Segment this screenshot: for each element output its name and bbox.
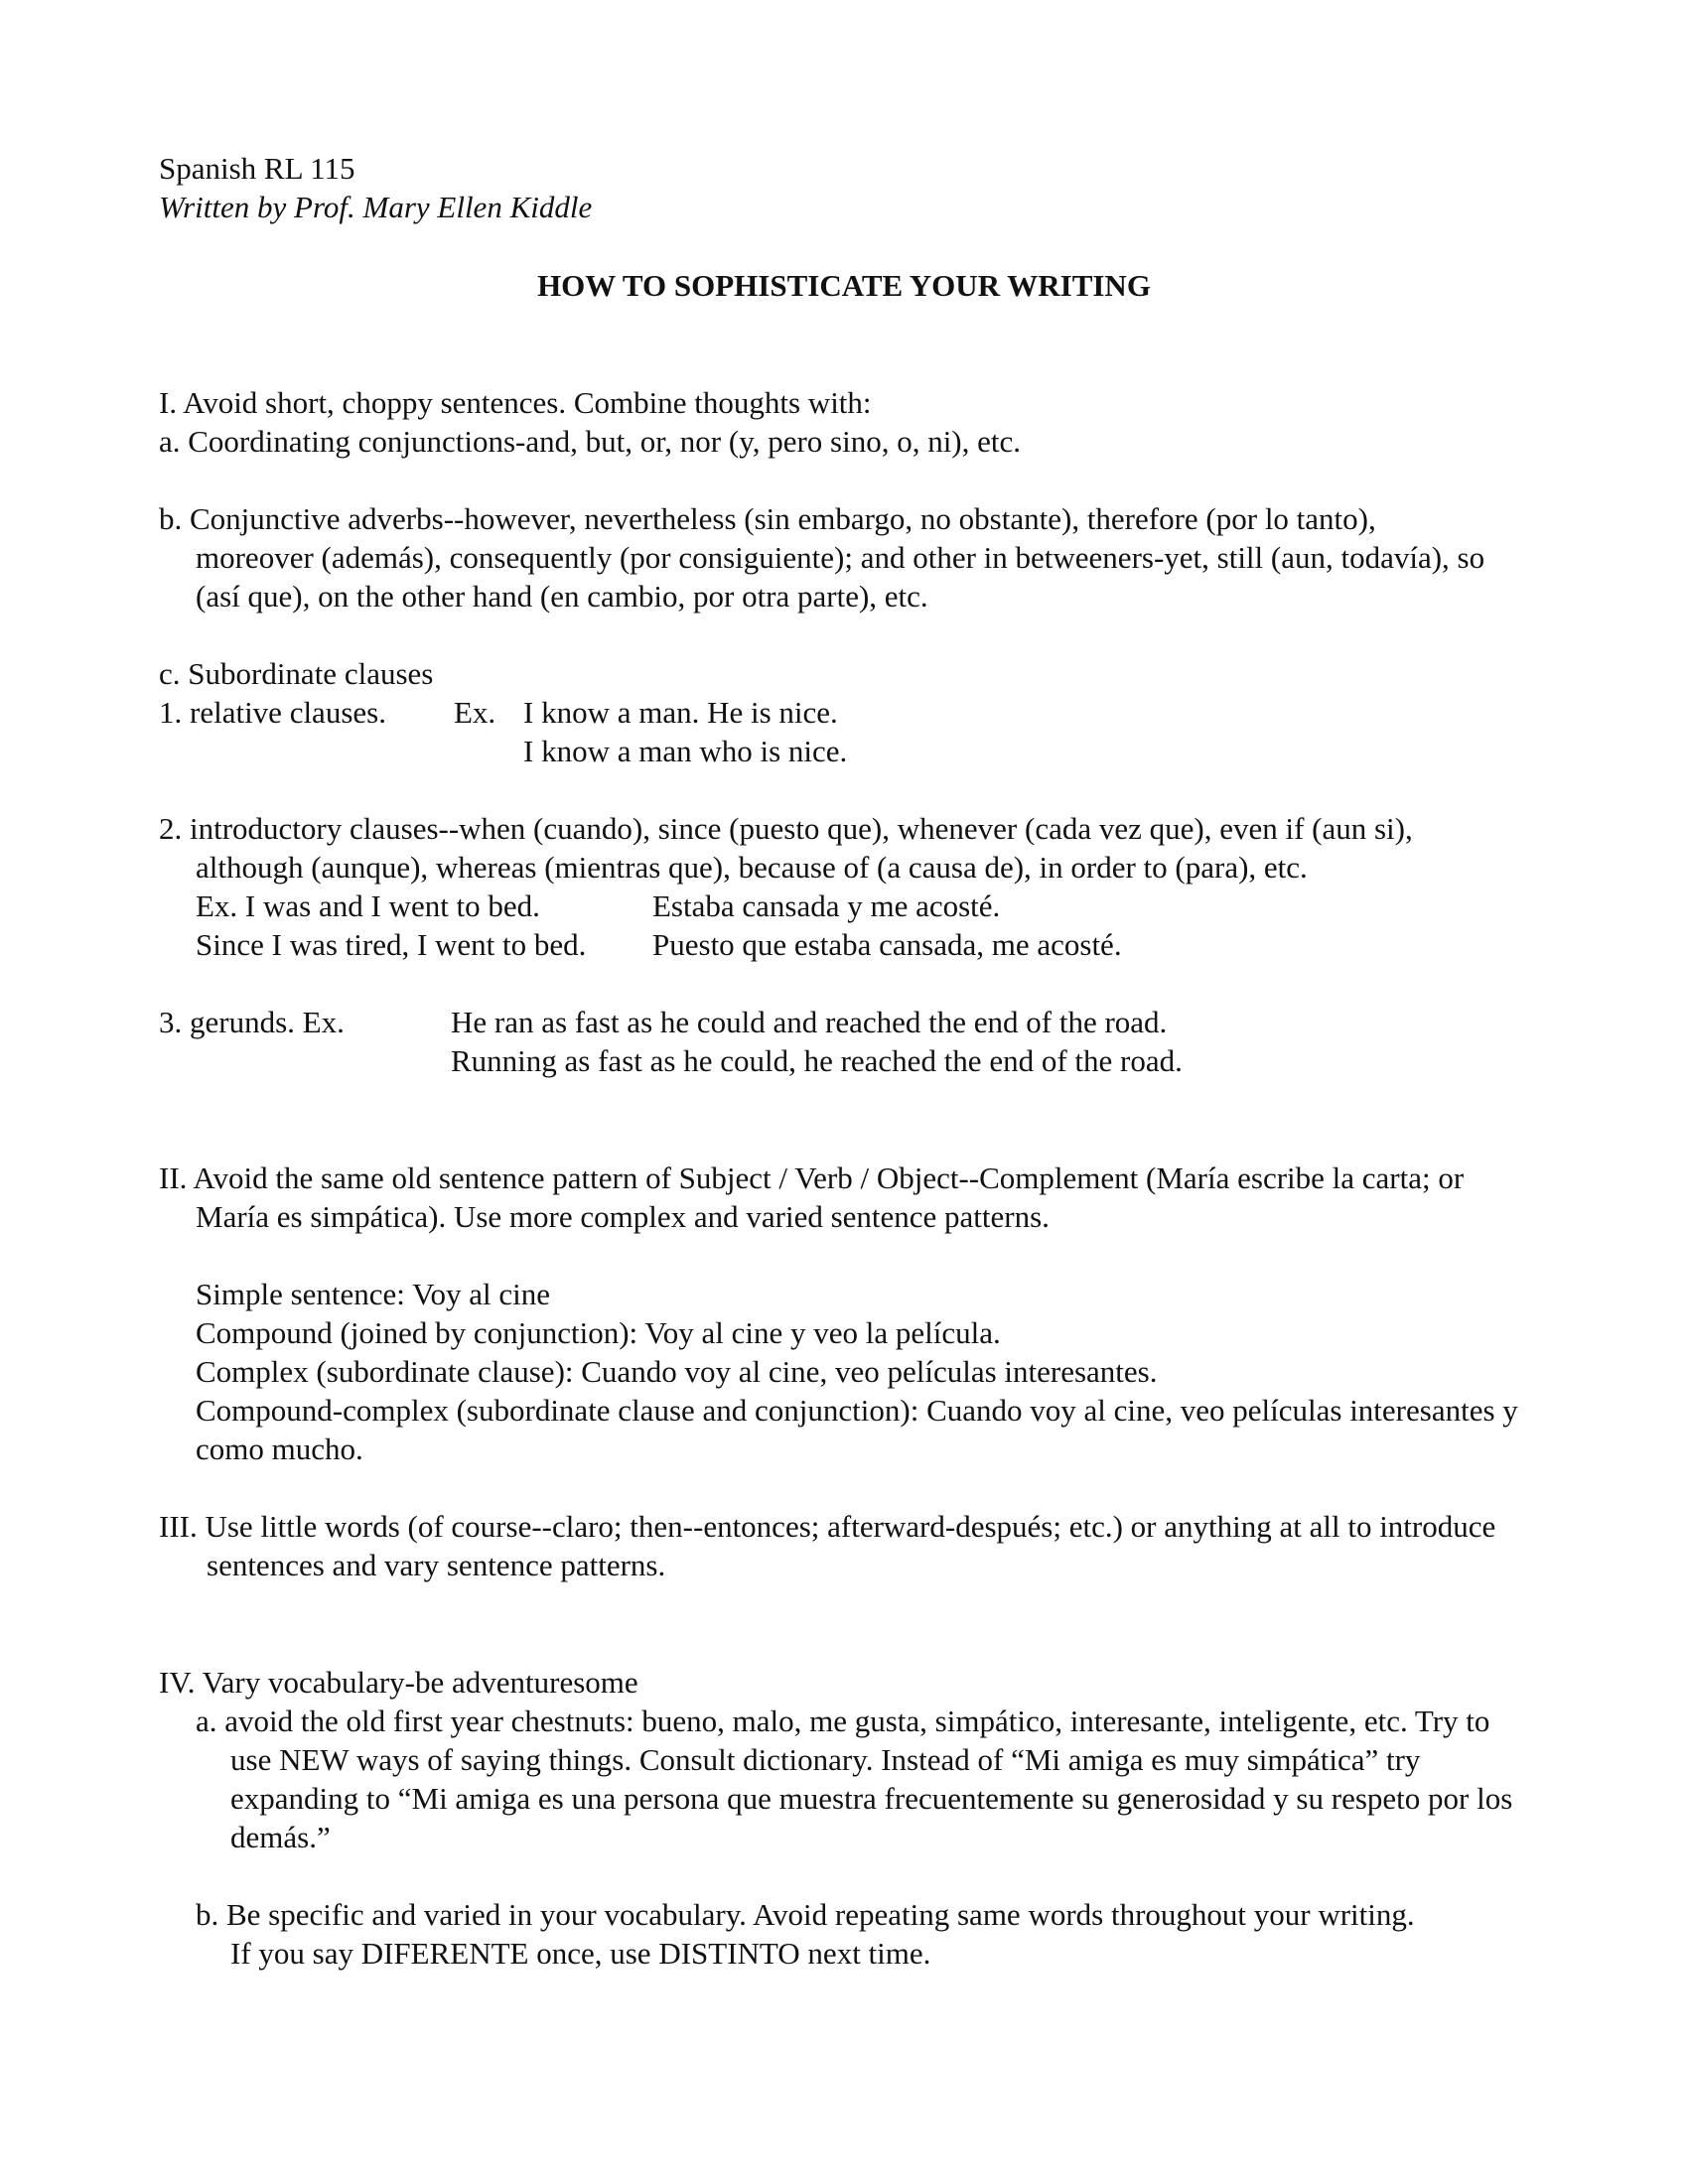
relative-clauses-label: 1. relative clauses.	[159, 695, 386, 730]
example-spanish: Estaba cansada y me acosté.	[652, 888, 1001, 923]
section-1b-line: (así que), on the other hand (en cambio, por otra parte), etc.	[196, 579, 928, 614]
section-1c-heading: c. Subordinate clauses	[159, 656, 434, 691]
section-4a-line: demás.”	[230, 1820, 331, 1854]
sentence-pattern-example: como mucho.	[196, 1432, 363, 1466]
section-3-line: sentences and vary sentence patterns.	[207, 1548, 666, 1582]
section-4a-line: use NEW ways of saying things. Consult dictionary. Instead of “Mi amiga es muy simpática” try	[230, 1742, 1421, 1777]
section-2-line: II. Avoid the same old sentence pattern of Subject / Verb / Object--Complement (María escribe la carta; or	[159, 1160, 1465, 1195]
example-english: Ex. I was and I went to bed.	[196, 888, 540, 923]
introductory-clauses-line: although (aunque), whereas (mientras que), because of (a causa de), in order to (para), etc.	[196, 850, 1308, 885]
section-1b-line: b. Conjunctive adverbs--however, nevertheless (sin embargo, no obstante), therefore (por lo tanto),	[159, 501, 1376, 536]
section-4b-line: b. Be specific and varied in your vocabulary. Avoid repeating same words throughout your writing.	[196, 1897, 1415, 1932]
example-sentence: He ran as fast as he could and reached the end of the road.	[451, 1005, 1168, 1039]
section-4-heading: IV. Vary vocabulary-be adventuresome	[159, 1665, 638, 1700]
gerunds-label: 3. gerunds. Ex.	[159, 1005, 345, 1039]
example-sentence: I know a man who is nice.	[523, 734, 848, 768]
section-1b-line: moreover (además), consequently (por consiguiente); and other in betweeners-yet, still (aun, todavía), so	[196, 540, 1485, 575]
section-2-line: María es simpática). Use more complex and varied sentence patterns.	[196, 1199, 1050, 1234]
sentence-pattern-example: Simple sentence: Voy al cine	[196, 1277, 550, 1311]
example-english: Since I was tired, I went to bed.	[196, 927, 587, 962]
course-label: Spanish RL 115	[159, 151, 355, 186]
section-4a-line: a. avoid the old first year chestnuts: bueno, malo, me gusta, simpático, interesante, inteligente, etc. Try to	[196, 1704, 1490, 1738]
author-line: Written by Prof. Mary Ellen Kiddle	[159, 190, 593, 224]
section-1a-text: a. Coordinating conjunctions-and, but, or, nor (y, pero sino, o, ni), etc.	[159, 424, 1022, 459]
sentence-pattern-example: Complex (subordinate clause): Cuando voy al cine, veo películas interesantes.	[196, 1354, 1158, 1389]
example-spanish: Puesto que estaba cansada, me acosté.	[652, 927, 1122, 962]
sentence-pattern-example: Compound (joined by conjunction): Voy al cine y veo la película.	[196, 1315, 1001, 1350]
section-4a-line: expanding to “Mi amiga es una persona que muestra frecuentemente su generosidad y su respeto por los	[230, 1781, 1513, 1816]
introductory-clauses-line: 2. introductory clauses--when (cuando), since (puesto que), whenever (cada vez que), even if (aun si),	[159, 811, 1413, 846]
example-sentence: Running as fast as he could, he reached the end of the road.	[451, 1043, 1183, 1078]
page-title: HOW TO SOPHISTICATE YOUR WRITING	[537, 268, 1151, 303]
section-3-line: III. Use little words (of course--claro; then--entonces; afterward-después; etc.) or anything at all to introduce	[159, 1509, 1496, 1544]
sentence-pattern-example: Compound-complex (subordinate clause and conjunction): Cuando voy al cine, veo películas interesantes y	[196, 1393, 1518, 1428]
section-1-heading: I. Avoid short, choppy sentences. Combine thoughts with:	[159, 385, 872, 420]
example-marker: Ex.	[454, 695, 496, 730]
section-4b-line: If you say DIFERENTE once, use DISTINTO next time.	[230, 1936, 931, 1971]
example-sentence: I know a man. He is nice.	[523, 695, 838, 730]
